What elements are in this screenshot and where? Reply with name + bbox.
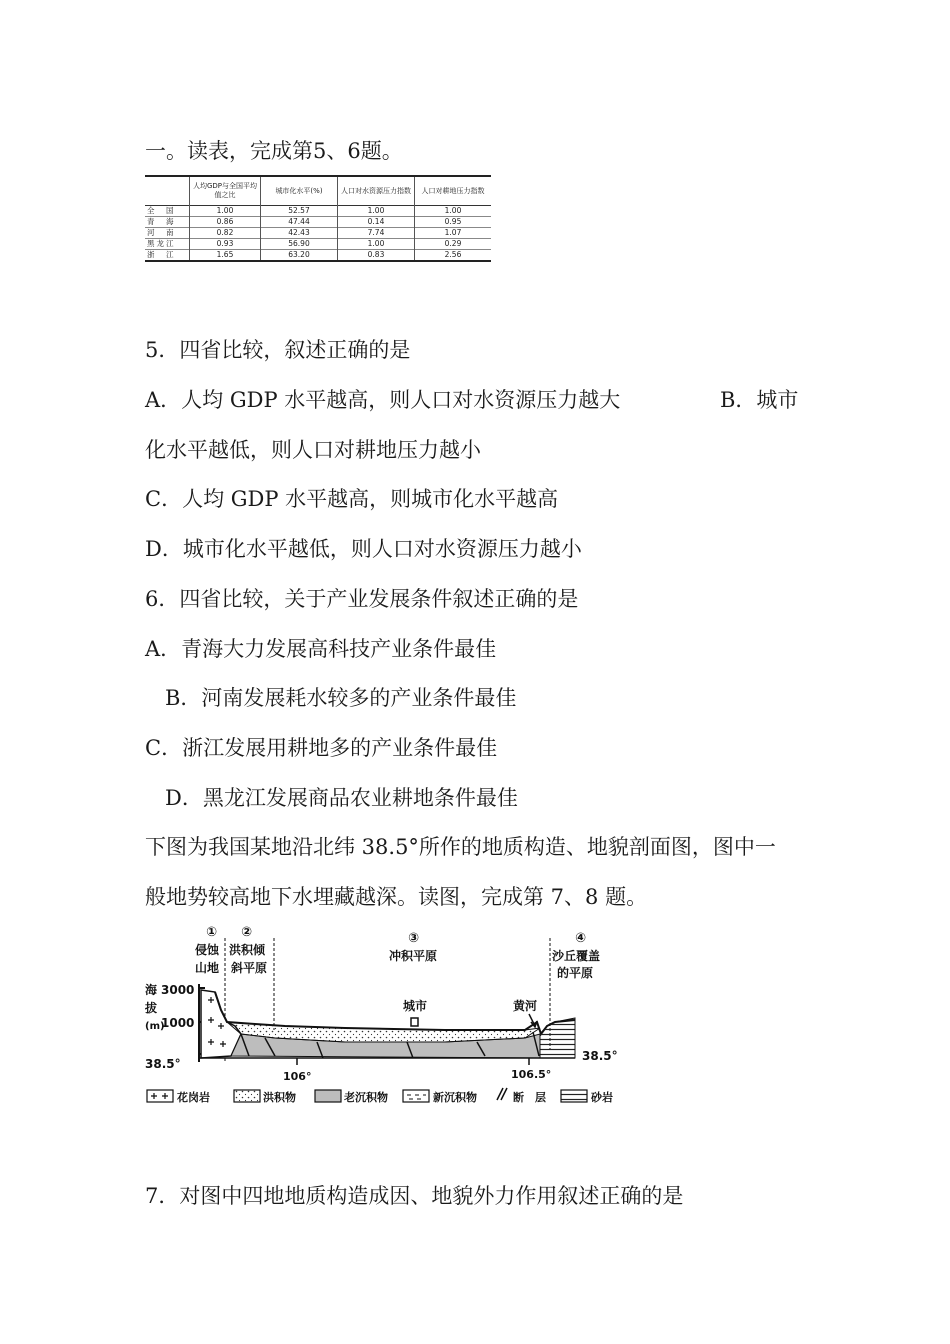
- table-row-label: 浙 江: [145, 250, 190, 262]
- legend-sandstone-label: 砂岩: [591, 1091, 613, 1104]
- sandstone-layer: [540, 1018, 575, 1058]
- legend-granite-label: 花岗岩: [177, 1091, 210, 1104]
- zone-1-number: ①: [206, 925, 218, 940]
- table-header-cell: [145, 176, 190, 206]
- question-6-option-b: B．河南发展耗水较多的产业条件最佳: [165, 686, 517, 710]
- table-header-row: [145, 176, 491, 206]
- table-row: [145, 217, 491, 228]
- geologic-profile-diagram: [145, 922, 635, 1108]
- table-cell: 1.00: [338, 239, 415, 250]
- question-6-option-d: D．黑龙江发展商品农业耕地条件最佳: [165, 786, 518, 810]
- table-cell: 1.65: [190, 250, 261, 262]
- zone-4-label-line2: 的平原: [557, 966, 594, 980]
- table-cell: 1.00: [415, 206, 492, 217]
- axis-title-char-1: 海: [145, 983, 158, 997]
- legend-fault-symbol: [497, 1088, 507, 1100]
- statistics-table: [145, 175, 491, 262]
- zone-1-label-line2: 山地: [195, 961, 220, 975]
- table-body: [145, 206, 491, 262]
- question-5-option-a: A．人均 GDP 水平越高，则人口对水资源压力越大: [145, 388, 621, 412]
- diagram-legend: [147, 1088, 613, 1104]
- zone-2-label-line1: 洪积倾: [229, 943, 266, 957]
- zone-2-number: ②: [241, 925, 253, 940]
- question-6-option-c: C．浙江发展用耕地多的产业条件最佳: [145, 736, 498, 760]
- table-cell: 0.86: [190, 217, 261, 228]
- table-cell: 0.82: [190, 228, 261, 239]
- intro-text-q7-8-line2: 般地势较高地下水埋藏越深。读图，完成第 7、8 题。: [145, 885, 648, 909]
- table-cell: 52.57: [261, 206, 338, 217]
- city-marker: [411, 1018, 418, 1026]
- table-cell: 1.00: [338, 206, 415, 217]
- table-row-label: 黑龙江: [145, 239, 190, 250]
- question-6-stem: 6．四省比较，关于产业发展条件叙述正确的是: [145, 587, 579, 611]
- city-label: 城市: [403, 999, 428, 1013]
- table-cell: 63.20: [261, 250, 338, 262]
- table-cell: 0.29: [415, 239, 492, 250]
- longitude-label-106: 106°: [283, 1070, 312, 1083]
- zone-2-label-line2: 斜平原: [231, 961, 268, 975]
- yellow-river-label: 黄河: [513, 999, 538, 1013]
- table-row: [145, 206, 491, 217]
- legend-granite-swatch: [147, 1090, 173, 1102]
- intro-text-q5-6: 一。读表，完成第5、6题。: [145, 139, 403, 163]
- legend-new-sediment-swatch: [403, 1090, 429, 1102]
- table-cell: 56.90: [261, 239, 338, 250]
- zone-4-number: ④: [575, 931, 587, 946]
- question-6-option-a: A．青海大力发展高科技产业条件最佳: [145, 637, 497, 661]
- longitude-label-106-5: 106.5°: [511, 1068, 552, 1081]
- axis-title-char-2: 拔: [145, 1001, 158, 1015]
- axis-title-unit: (m): [145, 1021, 165, 1032]
- question-5-option-b-end: 化水平越低，则人口对耕地压力越小: [145, 438, 481, 462]
- table-cell: 0.95: [415, 217, 492, 228]
- table-row-label: 河 南: [145, 228, 190, 239]
- table-row-label: 全 国: [145, 206, 190, 217]
- legend-alluvial-label: 洪积物: [263, 1091, 296, 1104]
- table-header-cell: 人口对水资源压力指数: [338, 176, 415, 206]
- legend-new-sediment-label: 新沉积物: [433, 1091, 477, 1104]
- table-cell: 2.56: [415, 250, 492, 262]
- table-cell: 47.44: [261, 217, 338, 228]
- question-5-stem: 5．四省比较，叙述正确的是: [145, 338, 411, 362]
- question-7-stem: 7．对图中四地地质构造成因、地貌外力作用叙述正确的是: [145, 1184, 684, 1208]
- table-row: [145, 250, 491, 262]
- zone-1-label-line1: 侵蚀: [195, 943, 220, 957]
- table-header-cell: 人均GDP与全国平均值之比: [190, 176, 261, 206]
- table-header-cell: 城市化水平(%): [261, 176, 338, 206]
- zone-3-label-line1: 冲积平原: [389, 949, 438, 963]
- table-cell: 0.83: [338, 250, 415, 262]
- table-row-label: 青 海: [145, 217, 190, 228]
- table-row: [145, 228, 491, 239]
- question-5-option-c: C．人均 GDP 水平越高，则城市化水平越高: [145, 487, 559, 511]
- table-header-cell: 人口对耕地压力指数: [415, 176, 492, 206]
- legend-sandstone-swatch: [561, 1090, 587, 1102]
- legend-old-sediment-label: 老沉积物: [344, 1091, 388, 1104]
- zone-3-number: ③: [408, 931, 420, 946]
- table-cell: 42.43: [261, 228, 338, 239]
- latitude-label-left: 38.5°: [145, 1057, 181, 1071]
- intro-text-q7-8-line1: 下图为我国某地沿北纬 38.5°所作的地质构造、地貌剖面图，图中一: [145, 835, 776, 859]
- table-cell: 0.93: [190, 239, 261, 250]
- legend-alluvial-swatch: [234, 1090, 260, 1102]
- table-cell: 1.07: [415, 228, 492, 239]
- legend-old-sediment-swatch: [315, 1090, 341, 1102]
- table-row: [145, 239, 491, 250]
- axis-tick-3000: 3000: [161, 983, 195, 997]
- latitude-label-right: 38.5°: [582, 1049, 618, 1063]
- table-cell: 0.14: [338, 217, 415, 228]
- question-5-option-d: D．城市化水平越低，则人口对水资源压力越小: [145, 537, 582, 561]
- question-5-option-b-start: B．城市: [720, 388, 799, 412]
- zone-4-label-line1: 沙丘覆盖: [552, 949, 601, 963]
- table-cell: 1.00: [190, 206, 261, 217]
- table-cell: 7.74: [338, 228, 415, 239]
- legend-fault-label: 断 层: [513, 1091, 546, 1104]
- axis-tick-1000: 1000: [161, 1016, 195, 1030]
